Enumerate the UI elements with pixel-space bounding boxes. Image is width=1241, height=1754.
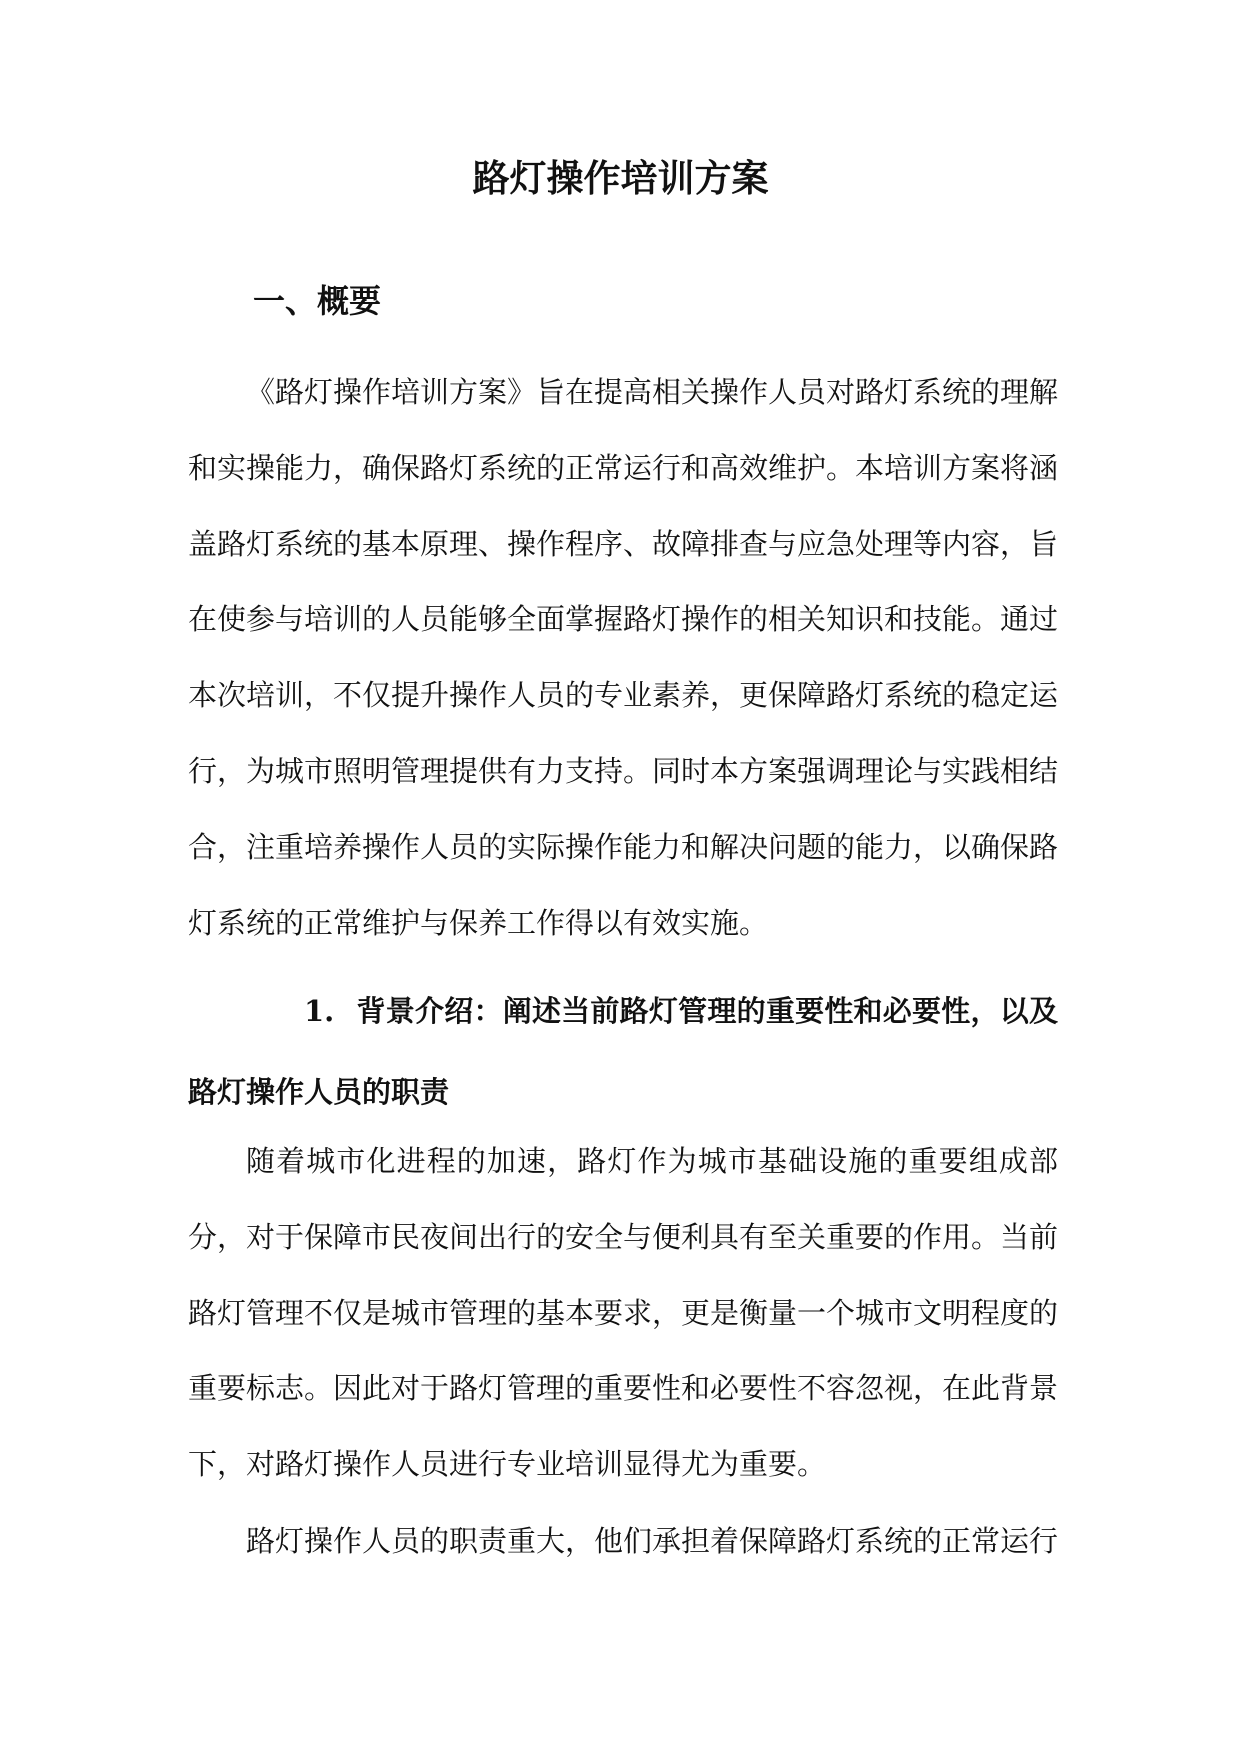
duties-paragraph: 路灯操作人员的职责重大，他们承担着保障路灯系统的正常运行 — [246, 1524, 1059, 1558]
overview-paragraph: 《路灯操作培训方案》旨在提高相关操作人员对路灯系统的理解和实操能力，确保路灯系统的正常运行和高效维护。本培训方案将涵盖路灯系统的基本原理、操作程序、故障排查与应急处理等内容，旨在使参与培训的人员能够全面掌握路灯操作的相关知识和技能。通过本次培训，不仅提升操作人员的专业素养，更保障路灯系统的稳定运行，为城市照明管理提供有力支持。同时本方案强调理论与实践相结合，注重培养操作人员的实际操作能力和解决问题的能力，以确保路灯系统的正常维护与保养工作得以有效实施。 — [188, 375, 1059, 940]
document-title: 路灯操作培训方案 — [472, 156, 769, 200]
subsection-heading-text: 背景介绍：阐述当前路灯管理的重要性和必要性，以及路灯操作人员的职责 — [188, 994, 1058, 1109]
subsection-number: 1. — [304, 994, 335, 1028]
section-heading-overview: 一、概要 — [253, 282, 382, 320]
background-paragraph: 随着城市化进程的加速，路灯作为城市基础设施的重要组成部分，对于保障市民夜间出行的安全与便利具有至关重要的作用。当前路灯管理不仅是城市管理的基本要求，更是衡量一个城市文明程度的重要标志。因此对于路灯管理的重要性和必要性不容忽视，在此背景下，对路灯操作人员进行专业培训显得尤为重要。 — [188, 1144, 1059, 1482]
subsection-heading-background — [188, 971, 1058, 1133]
